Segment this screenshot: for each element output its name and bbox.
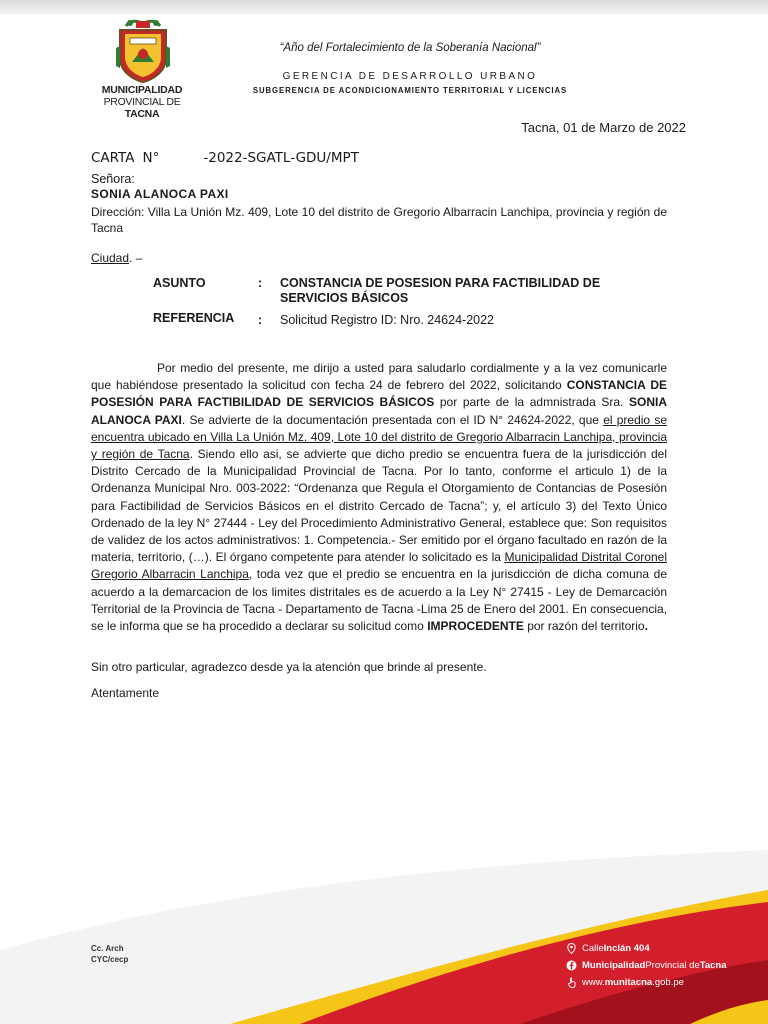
footer-wave-decoration — [0, 820, 768, 1024]
city-line: Ciudad. – — [91, 251, 143, 265]
carbon-copy-note: Cc. Arch CYC/cecp — [91, 944, 129, 964]
logo-text-provincial: PROVINCIAL DE TACNA — [103, 96, 181, 120]
municipality-coat-of-arms-logo — [112, 18, 174, 84]
salutation: Señora: — [91, 172, 135, 186]
subdepartment-title: SUBGERENCIA DE ACONDICIONAMIENTO TERRITORIAL Y LICENCIAS — [252, 86, 568, 95]
subject-colon: : — [258, 276, 263, 290]
recipient-name: SONIA ALANOCA PAXI — [91, 187, 229, 201]
recipient-address: Dirección: Villa La Unión Mz. 409, Lote 10 del distrito de Gregorio Albarracin Lanchipa, provincia y región de Tacna — [91, 205, 667, 235]
location-pin-icon — [566, 943, 577, 954]
department-title: GERENCIA DE DESARROLLO URBANO — [282, 71, 538, 82]
reference-label: REFERENCIA — [153, 311, 235, 325]
footer-social: Municipalidad Provincial de Tacna — [566, 960, 727, 971]
pointer-hand-icon — [566, 977, 577, 988]
facebook-icon — [566, 960, 577, 971]
letter-body: Por medio del presente, me dirijo a usted para saludarlo cordialmente y a la vez comunicarle que habiéndose presentado la solicitud con fecha 24 de febrero del 2022, solicitando CONSTANCIA DE POSESIÓN PARA FACTIBILIDAD DE SERVICIOS BÁSICOS por parte de la admnistrada Sra. SONIA ALANOCA PAXI. Se advierte de la documentación presentada con el ID N° 24624-2022, que el predio se encuentra ubicado en Villa La Unión Mz. 409, Lote 10 del distrito de Gregorio Albarracin Lanchipa, provincia y región de Tacna. Siendo ello asi, se advierte que dicho predio se encuentra fuera de la jurisdicción del Distrito Cercado de la Municipalidad Provincial de Tacna. Por lo tanto, conforme el articulo 1) de la Ordenanza Municipal Nro. 003-2022: “Ordenanza que Regula el Otorgamiento de Contancias de Posesión para Factibilidad de Servicios Básicos en el distrito Cercado de Tacna”; y, el artículo 3) del Texto Único Ordenado de la ley N° 27444 - Ley del Procedimiento Administrativo General, establece que: Son requisitos de validez de los actos administrativos: 1. Competencia.- Ser emitido por el órgano facultado en razón de la materia, territorio, (…). El órgano competente para atender lo solicitado es la Municipalidad Distrital Coronel Gregorio Albarracin Lanchipa, toda vez que el predio se encuentra en la jurisdicción de dicha comuna de acuerdo a la demarcacion de los limites distritales es de acuerdo a la Ley N° 27415 - Ley de Demarcación Territorial de la Provincia de Tacna - Departamento de Tacna -Lima 25 de Enero del 2001. En consecuencia, se le informa que se ha procedido a declarar su solicitud como IMPROCEDENTE por razón del territorio. — [91, 361, 668, 634]
footer-website: www. munitacna .gob.pe — [566, 977, 684, 988]
reference-colon: : — [258, 313, 263, 327]
year-motto: “Año del Fortalecimiento de la Soberanía Nacional” — [279, 42, 541, 54]
letter-date: Tacna, 01 de Marzo de 2022 — [521, 120, 686, 135]
subject-value: CONSTANCIA DE POSESION PARA FACTIBILIDAD DE SERVICIOS BÁSICOS — [280, 276, 601, 305]
reference-value: Solicitud Registro ID: Nro. 24624-2022 — [280, 313, 495, 327]
footer-address: Calle Inclán 404 — [566, 943, 650, 954]
top-band — [0, 0, 768, 14]
closing-sentence: Sin otro particular, agradezco desde ya la atención que brinde al presente. — [91, 660, 487, 674]
letter-number: CARTA N° -2022-SGATL-GDU/MPT — [91, 150, 359, 166]
subject-label: ASUNTO — [153, 276, 206, 290]
sign-off: Atentamente — [91, 686, 160, 700]
logo-text-municipalidad: MUNICIPALIDAD — [101, 84, 183, 96]
